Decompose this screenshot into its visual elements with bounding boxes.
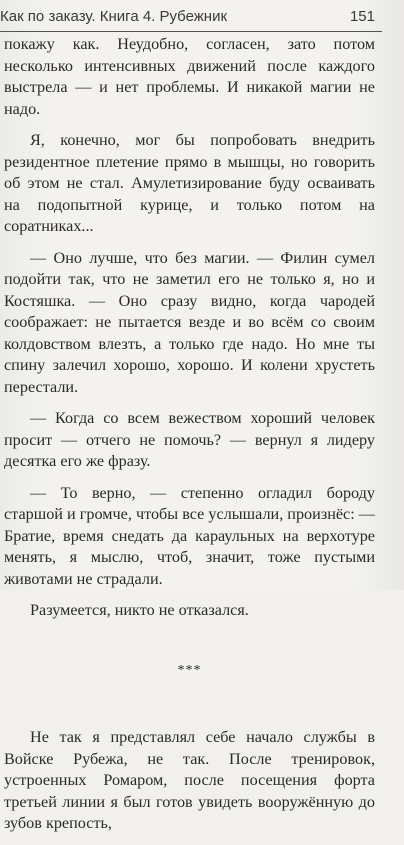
running-title: Как по заказу. Книга 4. Рубежник bbox=[0, 8, 228, 25]
body-text bbox=[4, 34, 375, 845]
paragraph: — То верно, — степенно огладил бороду старшой и громче, чтобы все услышали, произнёс: — Братие, время снедать да караульных на верхотуре менять, я мыслю, чтоб, значит, тоже пустыми животами не страдали. bbox=[4, 483, 375, 588]
page-header bbox=[0, 2, 404, 34]
section-separator: *** bbox=[177, 662, 202, 678]
paragraph: — Когда со всем вежеством хороший человек просит — отчего не помочь? — вернул я лидеру десятка его же фразу. bbox=[4, 409, 375, 470]
paragraph: Разумеется, никто не отказался. bbox=[30, 601, 249, 619]
paragraph: — Оно лучше, что без магии. — Филин сумел подойти так, что не заметил его не только я, но и Костяшка. — Оно сразу видно, когда чародей соображает: не пытается везде и во всём со своим колдовством влезть, а только где надо. Но мне ты спину залечил хорошо, хорошо. И колени хрустеть перестали. bbox=[4, 248, 375, 396]
page-number: 151 bbox=[349, 8, 375, 25]
header-rule bbox=[0, 31, 382, 32]
paragraph: Не так я представлял себе начало службы в Войске Рубежа, не так. После тренировок, устроенных Ромаром, после посещения форта третьей линии я был готов увидеть вооружённую до зубов крепость, bbox=[4, 728, 375, 832]
paragraph: Я, конечно, мог бы попробовать внедрить резидентное плетение прямо в мышцы, но говорить об этом не стал. Амулетизирование буду осваивать на подопытной курице, и только потом на соратниках... bbox=[4, 131, 375, 235]
paragraph: покажу как. Неудобно, согласен, зато потом несколько интенсивных движений после каждого выстрела — и нет проблемы. И никакой магии не надо. bbox=[4, 35, 375, 118]
